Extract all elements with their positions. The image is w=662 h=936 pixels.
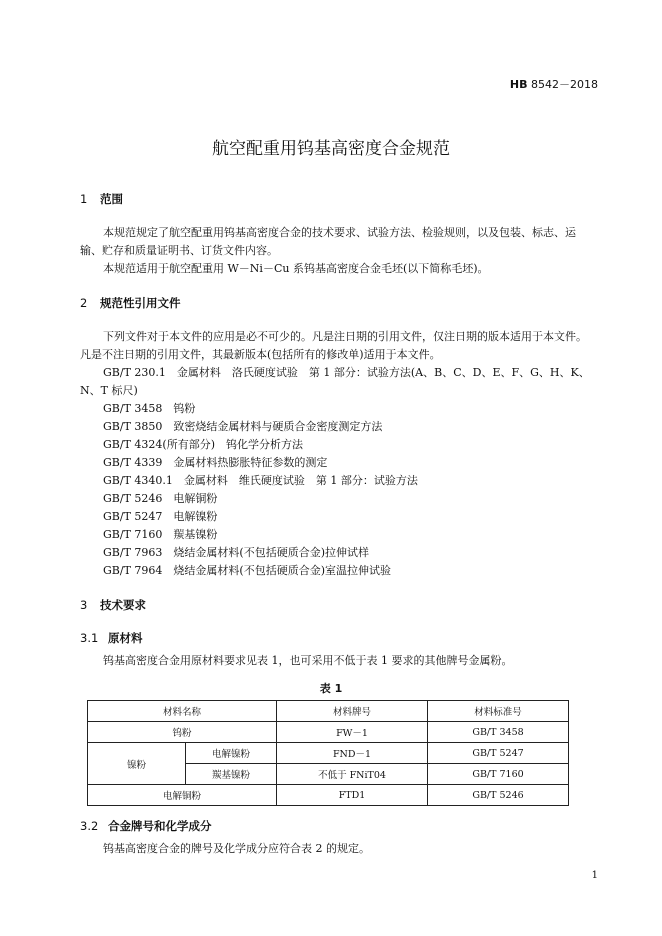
reference-item: GB/T 7964 烧结金属材料(不包括硬质合金)室温拉伸试验: [103, 564, 391, 577]
document-code-prefix: HB: [509, 78, 528, 91]
header-cell: 材料牌号: [277, 701, 428, 722]
section-2-heading: [80, 295, 181, 311]
document-title: 航空配重用钨基高密度合金规范: [212, 139, 450, 159]
material-name-cell: 电解铜粉: [88, 785, 277, 806]
material-grade-cell: FTD1: [277, 785, 428, 806]
material-group-cell: 镍粉: [88, 743, 186, 785]
reference-item: GB/T 7160 羰基镍粉: [103, 528, 218, 541]
material-standard-cell: GB/T 5247: [428, 743, 569, 764]
reference-item: GB/T 3458 钨粉: [103, 402, 196, 415]
material-name-cell: 羰基镍粉: [186, 764, 277, 785]
table-row: [88, 743, 569, 764]
section-number: 3.2: [80, 819, 99, 833]
page-number: 1: [591, 870, 598, 881]
reference-item: GB/T 230.1 金属材料 洛氏硬度试验 第 1 部分：试验方法(A、B、C、D、E、F、G、H、K、: [103, 366, 590, 379]
reference-item: GB/T 5246 电解铜粉: [103, 492, 218, 505]
section-1-para-1-line-2: 输、贮存和质量证明书、订货文件内容。: [80, 244, 278, 257]
section-number: 2: [80, 296, 88, 310]
section-3-1-text: 钨基高密度合金用原材料要求见表 1，也可采用不低于表 1 要求的其他牌号金属粉。: [103, 654, 513, 667]
section-1-para-1-line-1: 本规范规定了航空配重用钨基高密度合金的技术要求、试验方法、检验规则，以及包装、标志、运: [103, 226, 576, 239]
table-1: [87, 700, 569, 806]
reference-item: N、T 标尺): [80, 384, 138, 397]
section-title: 原材料: [108, 631, 143, 645]
reference-item: GB/T 4340.1 金属材料 维氏硬度试验 第 1 部分：试验方法: [103, 474, 418, 487]
table-header-row: [88, 701, 569, 722]
section-3-heading: [80, 597, 146, 613]
material-standard-cell: GB/T 3458: [428, 722, 569, 743]
reference-item: GB/T 5247 电解镍粉: [103, 510, 218, 523]
reference-item: GB/T 4324(所有部分) 钨化学分析方法: [103, 438, 303, 451]
document-code: [510, 76, 598, 92]
section-3-2-heading: [80, 818, 212, 834]
material-name-cell: 钨粉: [88, 722, 277, 743]
section-title: 技术要求: [100, 598, 146, 612]
material-name-cell: 电解镍粉: [186, 743, 277, 764]
header-cell: 材料标准号: [428, 701, 569, 722]
reference-item: GB/T 3850 致密烧结金属材料与硬质合金密度测定方法: [103, 420, 383, 433]
material-grade-cell: 不低于 FNiT04: [277, 764, 428, 785]
section-number: 3.1: [80, 631, 99, 645]
material-grade-cell: FND－1: [277, 743, 428, 764]
section-2-intro-line-1: 下列文件对于本文件的应用是必不可少的。凡是注日期的引用文件，仅注日期的版本适用于本文件。: [103, 330, 587, 343]
material-standard-cell: GB/T 7160: [428, 764, 569, 785]
reference-item: GB/T 4339 金属材料热膨胀特征参数的测定: [103, 456, 328, 469]
section-3-1-heading: [80, 630, 143, 646]
table-1-caption: 表 1: [319, 682, 343, 695]
table-row: [88, 785, 569, 806]
section-number: 3: [80, 598, 88, 612]
table-row: [88, 722, 569, 743]
section-2-intro-line-2: 凡是不注日期的引用文件，其最新版本(包括所有的修改单)适用于本文件。: [80, 348, 441, 361]
section-1-para-2: 本规范适用于航空配重用 W－Ni－Cu 系钨基高密度合金毛坯(以下简称毛坯)。: [103, 262, 489, 275]
section-1-heading: [80, 191, 123, 207]
section-title: 合金牌号和化学成分: [108, 819, 212, 833]
material-standard-cell: GB/T 5246: [428, 785, 569, 806]
section-number: 1: [80, 192, 88, 206]
section-title: 范围: [100, 192, 123, 206]
reference-item: GB/T 7963 烧结金属材料(不包括硬质合金)拉伸试样: [103, 546, 369, 559]
header-cell: 材料名称: [88, 701, 277, 722]
material-grade-cell: FW－1: [277, 722, 428, 743]
section-title: 规范性引用文件: [100, 296, 181, 310]
document-code-number: 8542－2018: [531, 78, 598, 91]
section-3-2-text: 钨基高密度合金的牌号及化学成分应符合表 2 的规定。: [103, 842, 370, 855]
